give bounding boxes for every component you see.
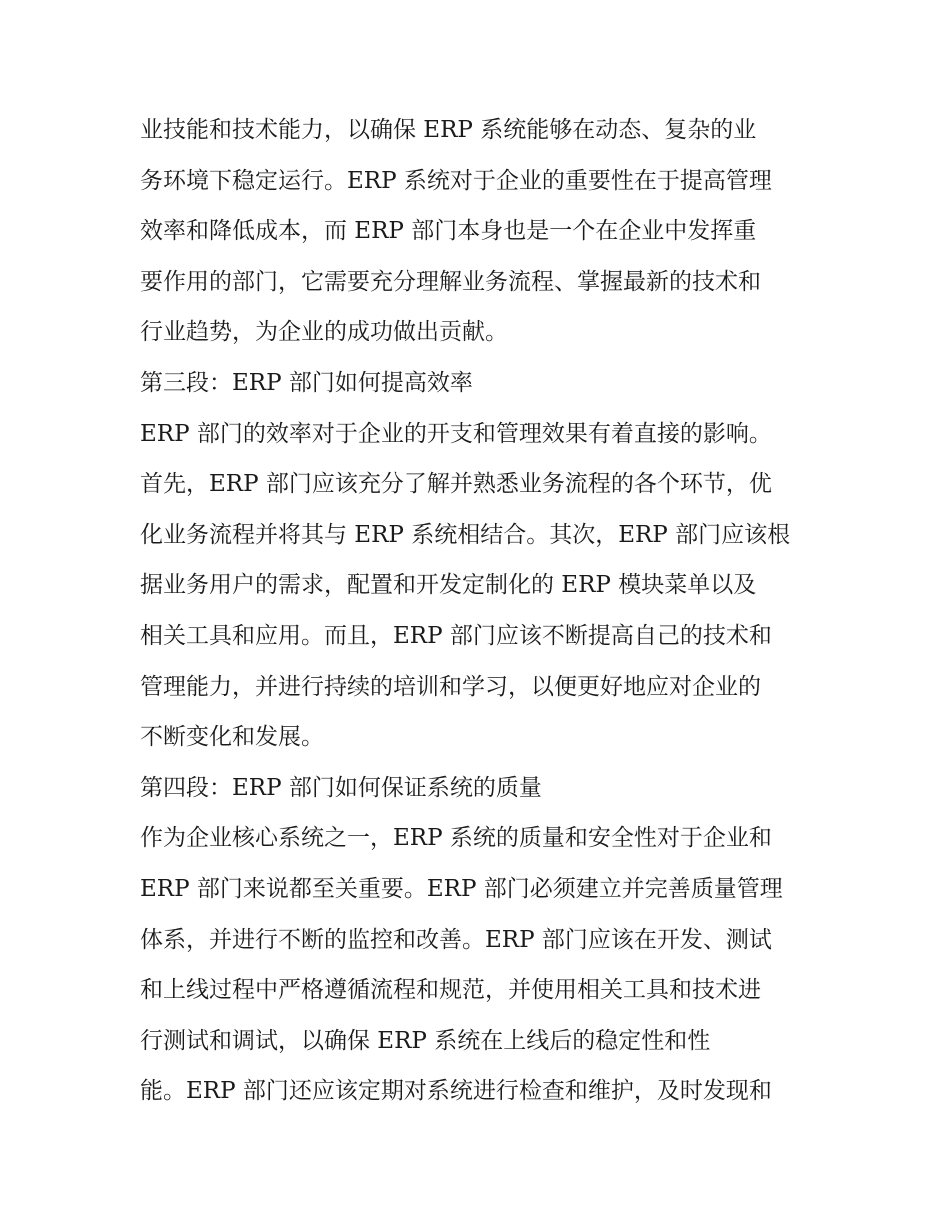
text-line: 要作用的部门，它需要充分理解业务流程、掌握最新的技术和 — [140, 268, 761, 295]
text-line: 行测试和调试，以确保 ERP 系统在上线后的稳定性和性 — [140, 1027, 711, 1054]
text-line: 首先，ERP 部门应该充分了解并熟悉业务流程的各个环节，优 — [140, 471, 772, 498]
text-line: ERP 部门的效率对于企业的开支和管理效果有着直接的影响。 — [140, 420, 772, 447]
text-line: 务环境下稳定运行。ERP 系统对于企业的重要性在于提高管理 — [140, 167, 772, 194]
text-line: 业技能和技术能力，以确保 ERP 系统能够在动态、复杂的业 — [140, 117, 757, 143]
text-line: 效率和降低成本，而 ERP 部门本身也是一个在企业中发挥重 — [140, 218, 757, 245]
text-line: ERP 部门来说都至关重要。ERP 部门必须建立并完善质量管理 — [140, 875, 783, 902]
text-line: 行业趋势，为企业的成功做出贡献。 — [140, 319, 508, 346]
document-body — [140, 109, 820, 1121]
section-heading: 第四段：ERP 部门如何保证系统的质量 — [140, 774, 542, 801]
text-line: 化业务流程并将其与 ERP 系统相结合。其次，ERP 部门应该根 — [140, 521, 791, 548]
section-heading: 第三段：ERP 部门如何提高效率 — [140, 369, 473, 396]
text-line: 管理能力，并进行持续的培训和学习，以便更好地应对企业的 — [140, 673, 761, 700]
text-line: 作为企业核心系统之一，ERP 系统的质量和安全性对于企业和 — [140, 825, 772, 852]
text-line: 和上线过程中严格遵循流程和规范，并使用相关工具和技术进 — [140, 977, 761, 1004]
text-line: 能。ERP 部门还应该定期对系统进行检查和维护，及时发现和 — [140, 1078, 772, 1105]
text-line: 体系，并进行不断的监控和改善。ERP 部门应该在开发、测试 — [140, 926, 772, 953]
text-line: 相关工具和应用。而且，ERP 部门应该不断提高自己的技术和 — [140, 622, 772, 649]
text-line: 据业务用户的需求，配置和开发定制化的 ERP 模块菜单以及 — [140, 572, 757, 599]
text-line: 不断变化和发展。 — [140, 724, 324, 751]
